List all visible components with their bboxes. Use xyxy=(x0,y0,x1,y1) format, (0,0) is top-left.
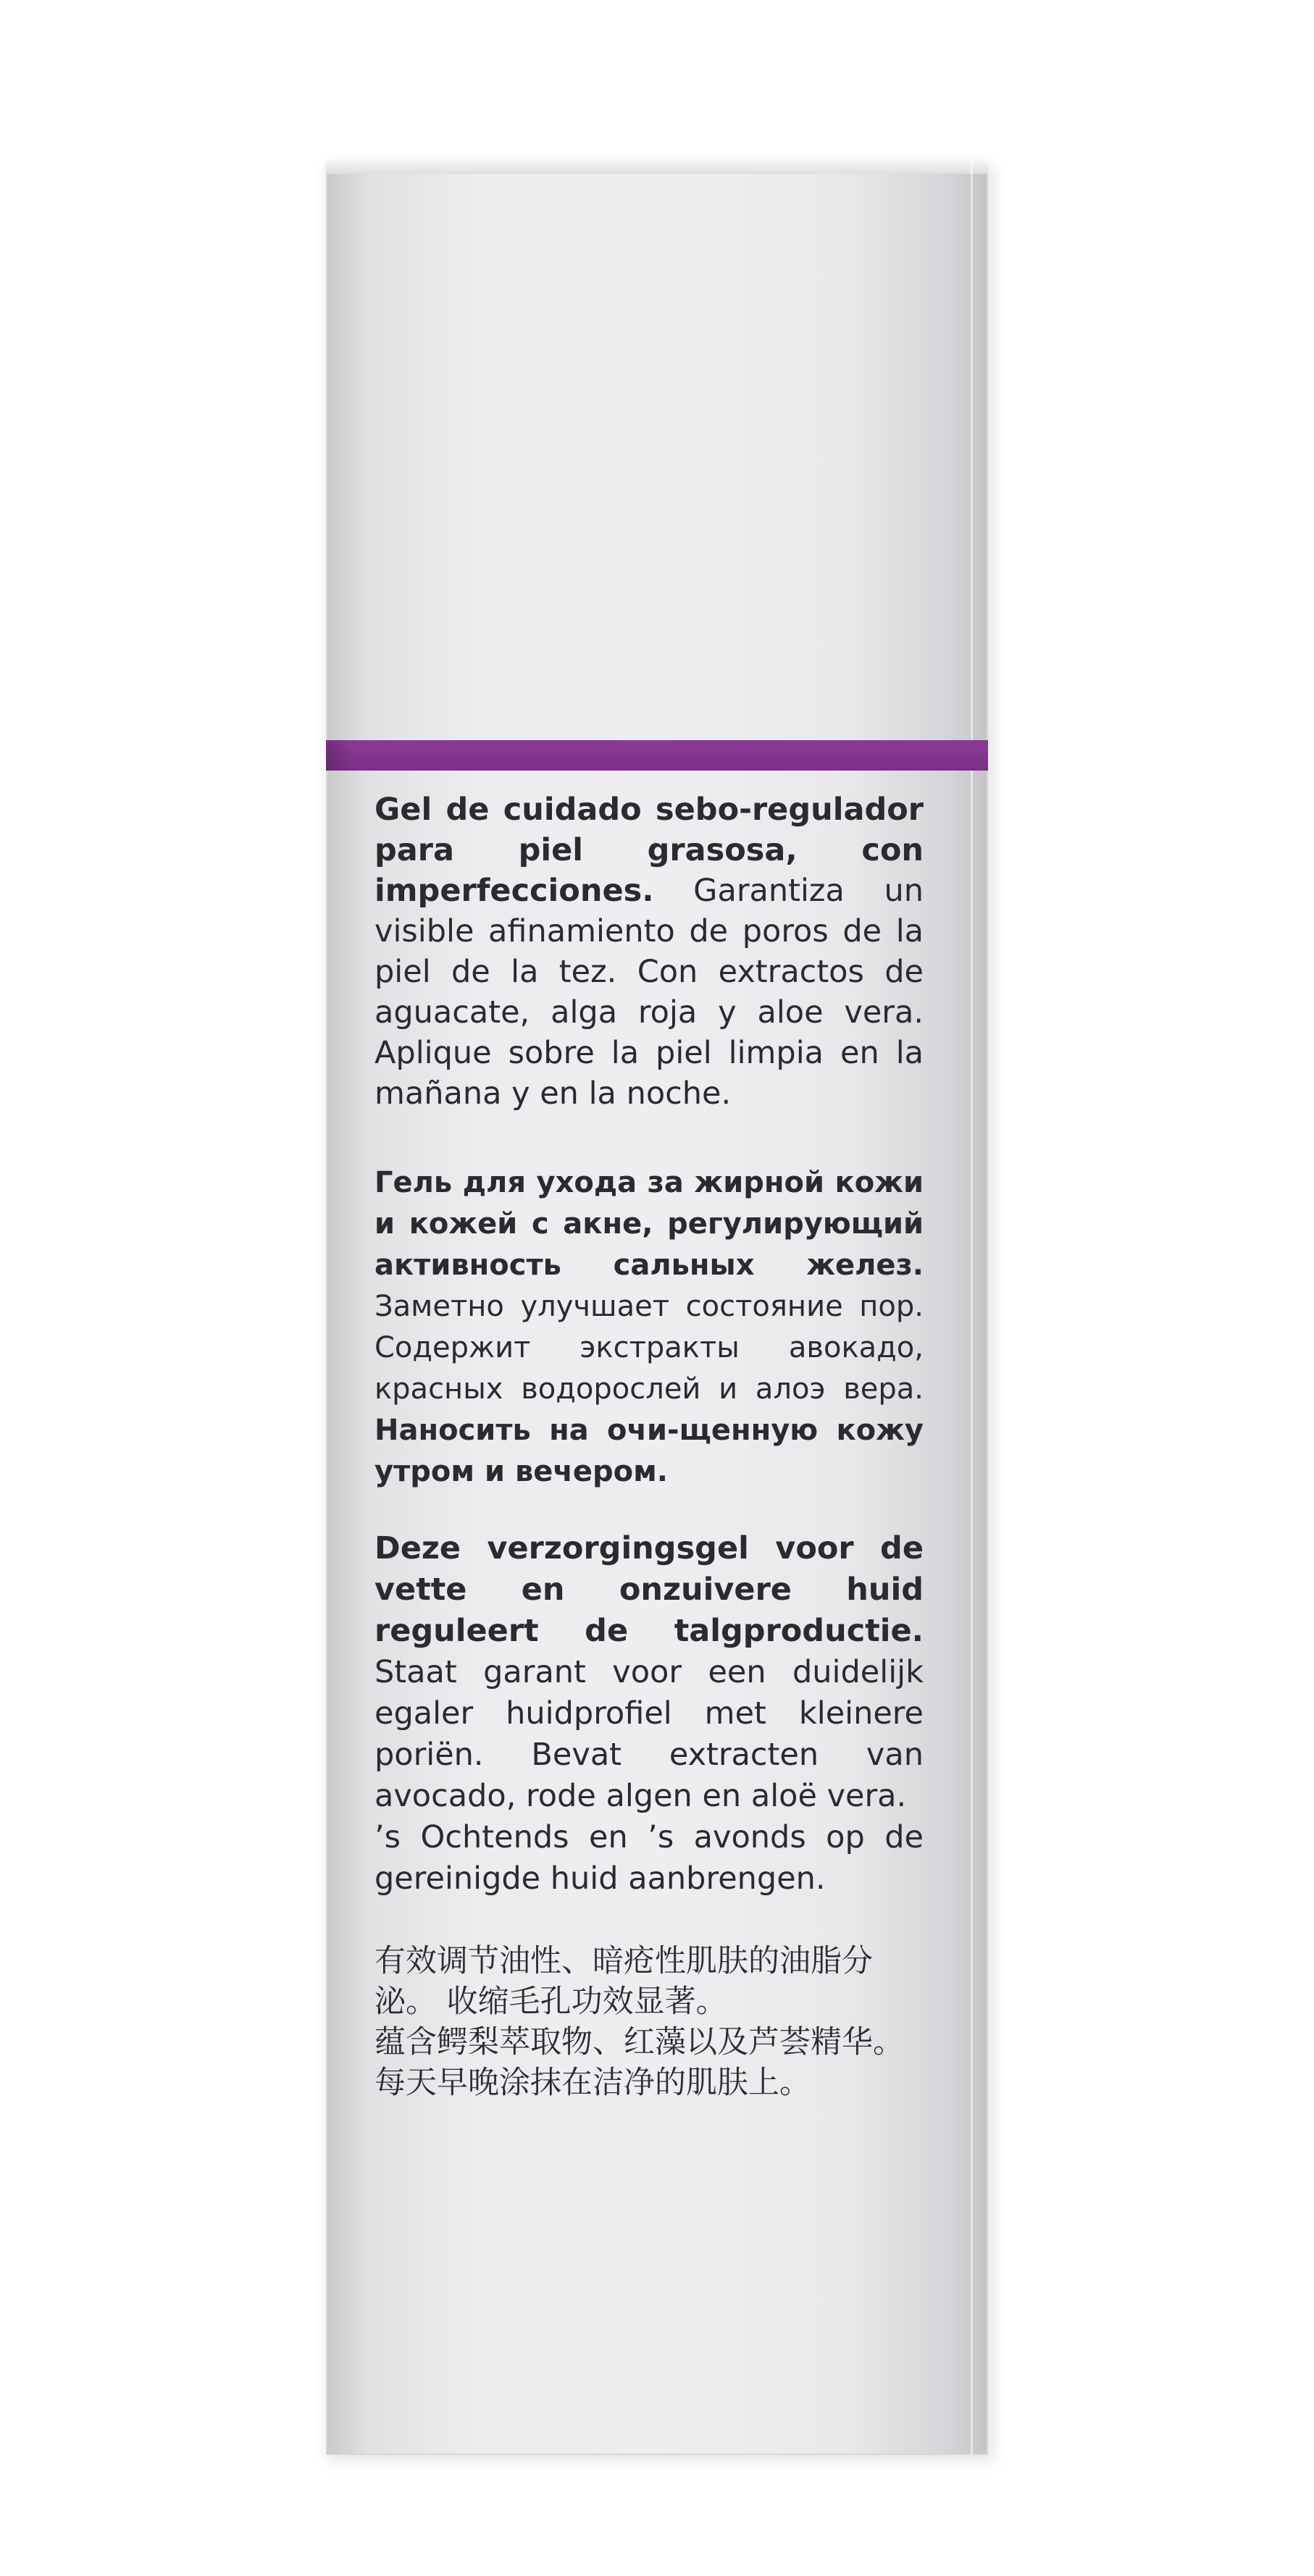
box-top-edge xyxy=(326,161,988,174)
chinese-line-1: 有效调节油性、暗疮性肌肤的油脂分泌。 收缩毛孔功效显著。 xyxy=(374,1943,873,2020)
chinese-line-3: 每天早晚涂抹在洁净的肌肤上。 xyxy=(374,2065,811,2101)
chinese-description xyxy=(374,1941,924,2103)
chinese-line-2: 蕴含鳄梨萃取物、红藻以及芦荟精华。 xyxy=(374,2024,904,2060)
dutch-description xyxy=(374,1528,924,1900)
dutch-body: Staat garant voor een duidelijk egaler huidprofiel met kleinere poriën. Bevat extracten van avocado, rode algen en aloë vera. xyxy=(374,1654,924,1814)
spanish-body: Garantiza un visible afinamiento de poros de la piel de la tez. Con extractos de aguacate, alga roja y aloe vera. Aplique sobre la piel limpia en la mañana y en la noche. xyxy=(374,873,924,1112)
stripe-shade xyxy=(326,740,352,771)
spanish-headline: Gel de cuidado sebo-regulador para piel grasosa, con imperfecciones. xyxy=(374,792,924,909)
spanish-description xyxy=(374,789,924,1114)
russian-body: Заметно улучшает состояние пор. Содержит экстракты авокадо, красных водорослей и алоэ вера. xyxy=(374,1290,924,1406)
russian-directions: Наносить на очи-щенную кожу утром и вечером. xyxy=(374,1414,924,1488)
dutch-directions: ’s Ochtends en ’s avonds op de gereinigde huid aanbrengen. xyxy=(374,1819,924,1897)
purple-accent-stripe xyxy=(326,740,988,771)
dutch-headline: Deze verzorgingsgel voor de vette en onzuivere huid reguleert de talgproductie. xyxy=(374,1530,924,1649)
russian-headline: Гель для ухода за жирной кожи и кожей с акне, регулирующий активность сальных желез. xyxy=(374,1166,924,1282)
russian-description xyxy=(374,1162,924,1493)
box-fold-highlight xyxy=(971,161,973,2455)
